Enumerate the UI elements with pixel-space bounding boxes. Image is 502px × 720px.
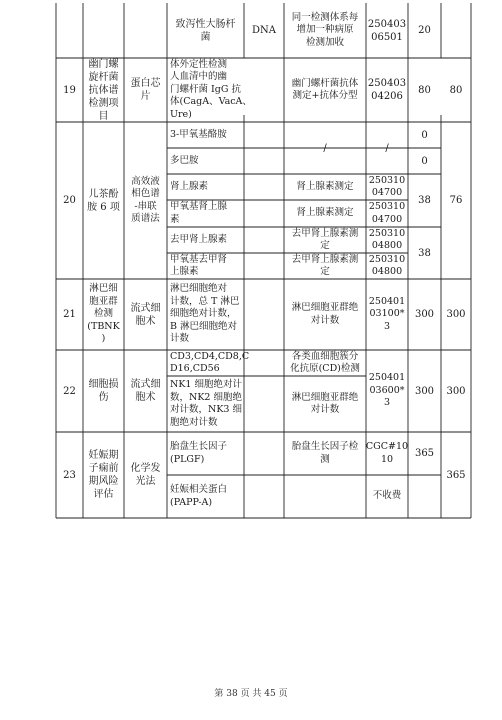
row22-desc-b: NK1 细胞绝对计 数，NK2 细胞绝 对计数，NK3 细 胞绝对计数	[170, 379, 242, 428]
row23-code: CGC#10 10	[366, 441, 408, 465]
row19-price: 80	[418, 84, 431, 96]
prev-row-method: DNA	[252, 25, 276, 36]
row20-sub3-desc: 肾上腺素	[170, 180, 209, 192]
row22-method: 流式细 胞术	[130, 379, 161, 403]
row19-method: 蛋白芯 片	[130, 78, 161, 102]
row20-sub5-code: 250310 04800	[368, 227, 406, 251]
row22-name: 细胞损 伤	[88, 379, 119, 403]
row21-method: 流式细 胞术	[130, 302, 161, 327]
prev-row-price: 20	[418, 25, 431, 36]
row20-method: 高效液 相色谱 -串联 质谱法	[131, 175, 160, 224]
row22-desc-a: CD3,CD4,CD8,C D16,CD56	[170, 350, 250, 374]
row20-sub3-code: 250310 04700	[368, 174, 406, 198]
row21-total: 300	[446, 309, 466, 320]
row23-name: 妊娠期 子痫前 期风险 评估	[88, 450, 119, 500]
page-footer: 第 38 页 共 45 页	[214, 689, 288, 699]
row20-sub4-code: 250310 04700	[368, 201, 406, 225]
row20-sub1-desc: 3-甲氧基酪胺	[170, 128, 227, 140]
prev-row-item: 同一检测体系每 增加一种病原 检测加收	[291, 11, 359, 48]
row20-sub4-desc: 甲氧基肾上腺 素	[170, 201, 228, 225]
row21-code: 250401 03100* 3	[368, 295, 406, 332]
row23-price: 365	[414, 448, 435, 459]
row22-item-a: 各类血细胞簇分 化抗原(CD)检测	[290, 350, 360, 374]
row23-item: 胎盘生长因子检 测	[291, 441, 359, 465]
row19-name: 幽门螺 旋杆菌 抗体谱 检测项 目	[88, 58, 119, 122]
row23-method: 化学发 光法	[130, 463, 161, 487]
row22-number: 22	[63, 385, 76, 397]
row23-desc-b: 妊娠相关蛋白 (PAPP-A)	[170, 484, 228, 508]
prev-row-desc: 致泻性大肠杆 菌	[175, 18, 236, 43]
prev-row-code: 250403 06501	[367, 18, 407, 43]
row23-no-charge: 不收费	[372, 490, 402, 502]
row21-price: 300	[414, 309, 435, 320]
row22-item-b: 淋巴细胞亚群绝 对计数	[291, 391, 359, 415]
row23-desc-a: 胎盘生长因子 (PLGF)	[170, 441, 228, 465]
row22-total: 300	[446, 385, 466, 397]
row20-price-a: 38	[418, 195, 431, 206]
row20-slash-code: /	[385, 142, 389, 154]
row20-total: 76	[449, 195, 463, 206]
row20-name: 儿茶酚 胺 6 项	[87, 188, 120, 213]
row23-number: 23	[63, 469, 76, 481]
row20-number: 20	[63, 195, 76, 206]
row20-sub2-price: 0	[421, 155, 428, 167]
row20-sub6-desc: 甲氧基去甲肾 上腺素	[170, 253, 228, 277]
row20-price-b: 38	[418, 247, 431, 259]
row19-desc: 体外定性检测 人血清中的幽 门螺杆菌 IgG 抗 体(CagA、VacA、 Ure)	[170, 58, 252, 120]
row21-item: 淋巴细胞亚群绝 对计数	[291, 302, 359, 326]
row19-total: 80	[449, 84, 463, 96]
row21-name: 淋巴细 胞亚群 检测 (TBNK )	[87, 283, 120, 345]
row23-total: 365	[446, 469, 466, 481]
row19-number: 19	[63, 84, 76, 96]
row20-sub4-item: 肾上腺素测定	[296, 207, 354, 219]
row20-sub1-price: 0	[421, 129, 428, 141]
row21-number: 21	[63, 309, 76, 320]
row20-sub6-code: 250310 04800	[368, 253, 406, 277]
row20-slash-item: /	[323, 142, 327, 154]
row20-sub5-item: 去甲肾上腺素测 定	[291, 227, 359, 251]
row20-sub6-item: 去甲肾上腺素测 定	[291, 253, 359, 277]
row20-sub5-desc: 去甲肾上腺素	[170, 233, 228, 245]
row20-sub3-item: 肾上腺素测定	[296, 180, 354, 192]
row19-code: 250403 04206	[367, 78, 407, 102]
row20-sub2-desc: 多巴胺	[170, 154, 199, 166]
row22-price: 300	[414, 385, 435, 397]
row22-code: 250401 03600* 3	[368, 372, 406, 409]
row19-item: 幽门螺杆菌抗体 测定+抗体分型	[291, 77, 359, 101]
row21-desc: 淋巴细胞绝对 计数，总 T 淋巴 细胞绝对计数， B 淋巴细胞绝对 计数	[170, 283, 240, 345]
